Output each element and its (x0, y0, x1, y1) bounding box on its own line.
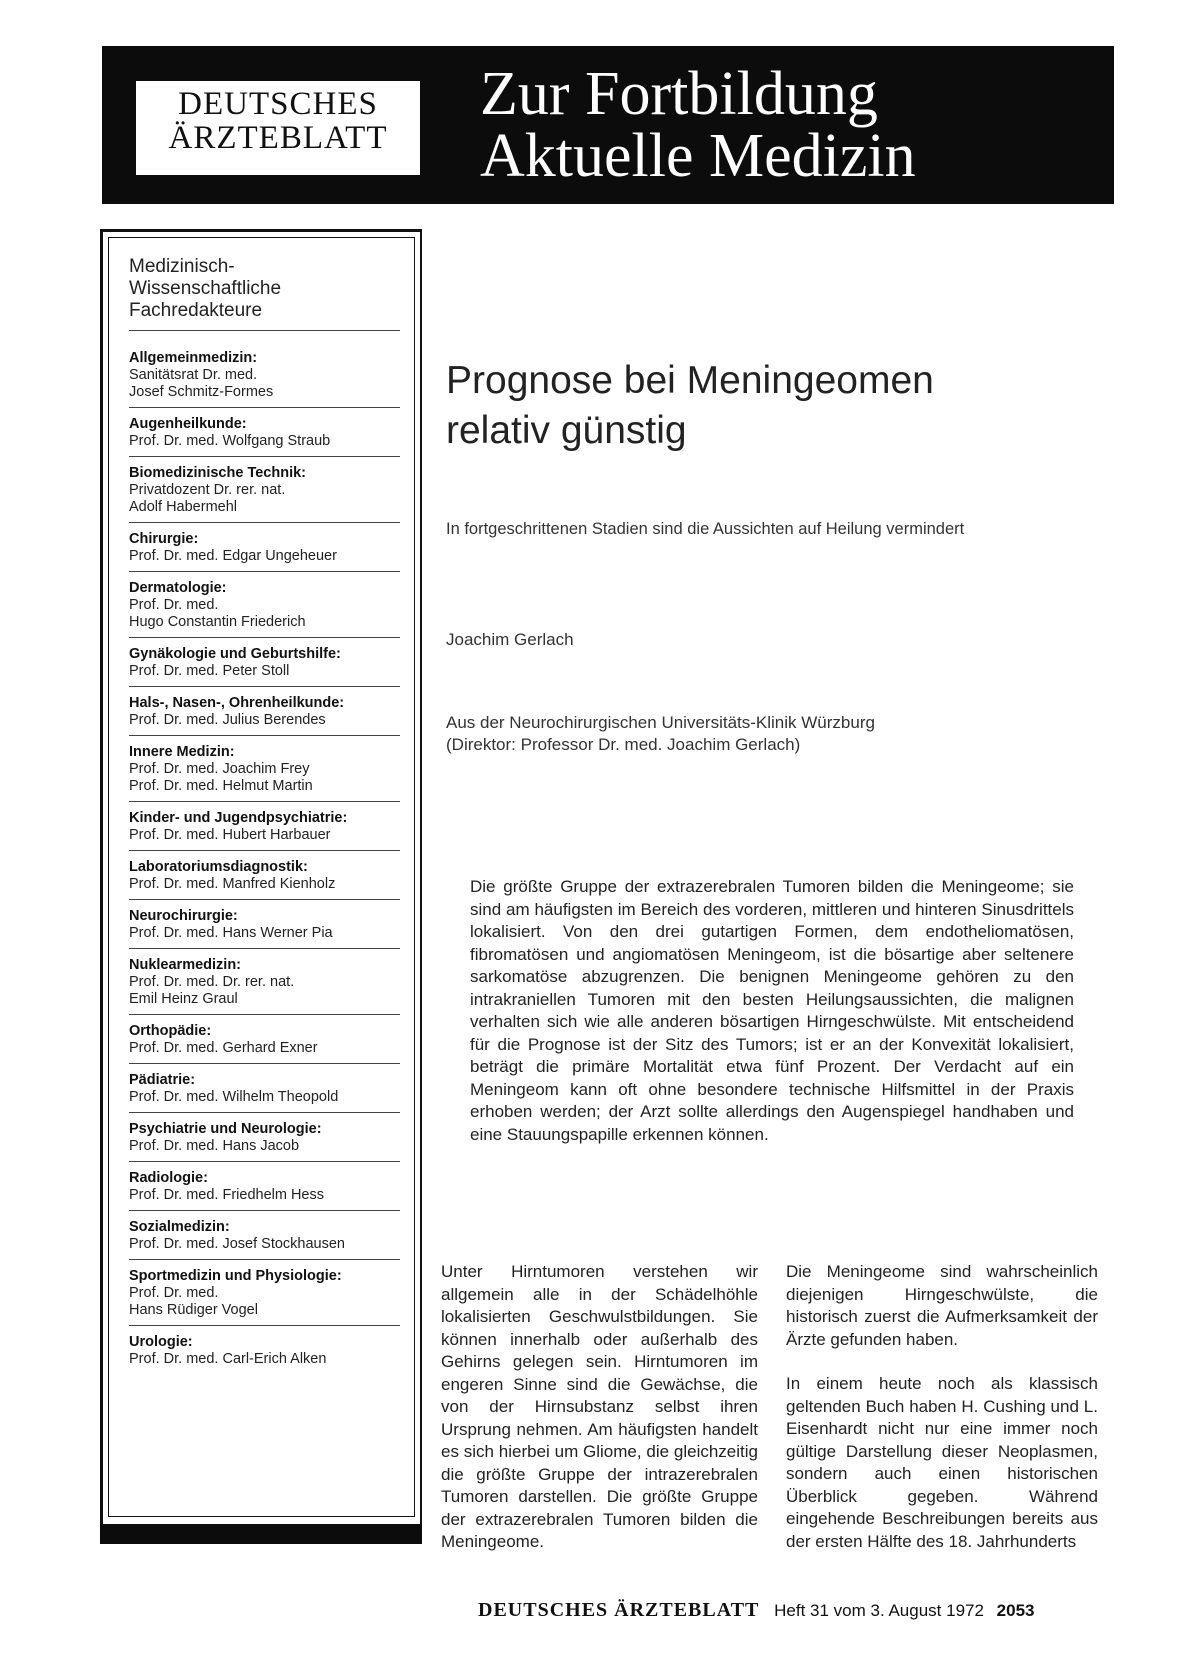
editor-category: Nuklearmedizin: (129, 957, 241, 973)
section-title-line: Zur Fortbildung (480, 60, 878, 128)
editor-name: Prof. Dr. med. Peter Stoll (129, 663, 290, 679)
editor-name: Sanitätsrat Dr. med. (129, 367, 258, 383)
editor-entry (129, 638, 400, 687)
body-paragraph: In einem heute noch als klassisch geltenden Buch haben H. Cushing und L. Eisenhardt nicht nur eine immer noch gültige Darstellung dieser Neoplasmen, sondern auch einen historischen Überblick gegeben. Während eingehende Beschreibungen bereits aus der ersten Hälfte des 18. Jahrhunderts (786, 1374, 1098, 1551)
editor-category: Allgemeinmedizin: (129, 350, 258, 366)
editor-name: Prof. Dr. med. Julius Berendes (129, 712, 326, 728)
editor-entry (129, 687, 400, 736)
editor-entry (129, 900, 400, 949)
editor-entry (129, 457, 400, 523)
editor-entry (129, 572, 400, 638)
editor-name: Prof. Dr. med. Joachim Frey (129, 761, 310, 777)
editors-heading-line: Medizinisch- (129, 256, 235, 277)
editor-name: Hans Rüdiger Vogel (129, 1302, 258, 1318)
section-title (480, 60, 916, 190)
editors-heading-line: Fachredakteure (129, 300, 263, 321)
editor-category: Laboratoriumsdiagnostik: (129, 859, 308, 875)
editor-entry (129, 1326, 400, 1374)
editor-category: Gynäkologie und Geburtshilfe: (129, 646, 341, 662)
editor-category: Augenheilkunde: (129, 416, 247, 432)
body-column-2 (786, 1261, 1098, 1575)
article-title-line: Prognose bei Meningeomen (446, 359, 934, 402)
editor-name: Prof. Dr. med. Helmut Martin (129, 778, 313, 794)
editor-name: Prof. Dr. med. Dr. rer. nat. (129, 974, 295, 990)
footer-journal: DEUTSCHES ÄRZTEBLATT (478, 1599, 760, 1621)
editor-category: Hals-, Nasen-, Ohrenheilkunde: (129, 695, 345, 711)
article-title-line: relativ günstig (446, 409, 687, 452)
article-subtitle: In fortgeschrittenen Stadien sind die Aussichten auf Heilung vermindert (446, 520, 965, 538)
editor-name: Prof. Dr. med. Wolfgang Straub (129, 433, 331, 449)
article-author: Joachim Gerlach (446, 630, 574, 649)
editor-category: Sozialmedizin: (129, 1219, 230, 1235)
page-number: 2053 (996, 1601, 1035, 1620)
editor-entry (129, 736, 400, 802)
editor-category: Sportmedizin und Physiologie: (129, 1268, 342, 1284)
editor-name: Prof. Dr. med. Wilhelm Theopold (129, 1089, 339, 1105)
editors-sidebar (100, 229, 422, 1544)
editor-name: Prof. Dr. med. Manfred Kienholz (129, 876, 336, 892)
editor-name: Prof. Dr. med. Edgar Ungeheuer (129, 548, 337, 564)
editor-category: Innere Medizin: (129, 744, 235, 760)
editors-heading (129, 256, 400, 331)
editor-entry (129, 342, 400, 408)
editor-category: Chirurgie: (129, 531, 199, 547)
affiliation-line: (Direktor: Professor Dr. med. Joachim Gerlach) (446, 735, 801, 754)
footer-issue: Heft 31 vom 3. August 1972 (774, 1601, 984, 1620)
editor-name: Hugo Constantin Friederich (129, 614, 306, 630)
editor-name: Prof. Dr. med. Carl-Erich Alken (129, 1351, 327, 1367)
editor-name: Prof. Dr. med. Hans Jacob (129, 1138, 300, 1154)
editor-entries (129, 342, 404, 1374)
editor-category: Psychiatrie und Neurologie: (129, 1121, 322, 1137)
journal-logo (136, 81, 420, 175)
editor-entry (129, 949, 400, 1015)
article-title (446, 356, 934, 456)
editor-entry (129, 1113, 400, 1162)
editor-entry (129, 523, 400, 572)
affiliation-line: Aus der Neurochirurgischen Universitäts-Klinik Würzburg (446, 713, 875, 732)
editor-name: Prof. Dr. med. (129, 1285, 219, 1301)
editor-category: Dermatologie: (129, 580, 227, 596)
body-paragraph: Die Meningeome sind wahrscheinlich diejenigen Hirngeschwülste, die historisch zuerst die Aufmerksamkeit der Ärzte gefunden haben. (786, 1262, 1098, 1349)
page-footer (478, 1599, 1035, 1622)
editor-entry (129, 1260, 400, 1326)
editor-entry (129, 408, 400, 457)
editor-category: Kinder- und Jugendpsychiatrie: (129, 810, 348, 826)
editor-entry (129, 1211, 400, 1260)
editor-entry (129, 1162, 400, 1211)
editors-heading-line: Wissenschaftliche (129, 278, 282, 299)
editor-name: Prof. Dr. med. Friedhelm Hess (129, 1187, 324, 1203)
editor-entry (129, 851, 400, 900)
section-title-line: Aktuelle Medizin (480, 122, 916, 190)
body-paragraph: Unter Hirntumoren verstehen wir allgemein alle in der Schädelhöhle lokalisierten Geschwulstbildungen. Sie können innerhalb oder außerhalb des Gehirns gelegen sein. Hirntumoren im engeren Sinne sind die Gewächse, die von der Hirnsubstanz selbst ihren Ursprung nehmen. Am häufigsten handelt es sich hierbei um Gliome, die gleichzeitig die größte Gruppe der intrazerebralen Tumoren darstellen. Die größte Gruppe der extrazerebralen Tumoren bilden die Meningeome. (441, 1262, 758, 1551)
editor-name: Prof. Dr. med. Hubert Harbauer (129, 827, 331, 843)
article-abstract: Die größte Gruppe der extrazerebralen Tumoren bilden die Meningeome; sie sind am häufigsten im Bereich des vorderen, mittleren und hinteren Sinusdrittels lokalisiert. Von den drei gutartigen Formen, dem endotheliomatösen, fibromatösen und angiomatösen Meningeom, ist die bösartige aber seltenere sarkomatöse abzugrenzen. Die benignen Meningeome gehören zu den intrakraniellen Tumoren mit den besten Heilungsaussichten, die malignen verhalten sich wie alle anderen bösartigen Hirngeschwülste. Mit entscheidend für die Prognose ist der Sitz des Tumors; ist er an der Konvexität lokalisiert, beträgt die primäre Mortalität etwa fünf Prozent. Der Verdacht auf ein Meningeom kann oft ohne besondere technische Hilfsmittel in der Praxis erhoben werden; der Arzt sollte allerdings den Augenspiegel handhaben und eine Stauungspapille erkennen können. (470, 877, 1074, 1144)
editor-name: Prof. Dr. med. Josef Stockhausen (129, 1236, 345, 1252)
editor-category: Urologie: (129, 1334, 193, 1350)
editor-entry (129, 1015, 400, 1064)
editor-entry (129, 1064, 400, 1113)
article-affiliation (446, 712, 875, 756)
header-banner (102, 46, 1114, 204)
body-column-1 (441, 1261, 758, 1554)
editor-name: Privatdozent Dr. rer. nat. (129, 482, 286, 498)
editors-list (108, 237, 415, 1517)
editor-name: Prof. Dr. med. Gerhard Exner (129, 1040, 318, 1056)
editor-category: Pädiatrie: (129, 1072, 196, 1088)
editor-name: Emil Heinz Graul (129, 991, 238, 1007)
logo-line: ÄRZTEBLATT (168, 120, 388, 156)
editor-category: Biomedizinische Technik: (129, 465, 306, 481)
logo-line: DEUTSCHES (178, 86, 378, 122)
editor-entry (129, 802, 400, 851)
editor-category: Orthopädie: (129, 1023, 212, 1039)
editor-name: Adolf Habermehl (129, 499, 237, 515)
sidebar-bottom-bar (100, 1524, 422, 1544)
editor-name: Prof. Dr. med. Hans Werner Pia (129, 925, 333, 941)
editor-name: Prof. Dr. med. (129, 597, 219, 613)
editor-name: Josef Schmitz-Formes (129, 384, 274, 400)
editor-category: Radiologie: (129, 1170, 208, 1186)
editor-category: Neurochirurgie: (129, 908, 238, 924)
